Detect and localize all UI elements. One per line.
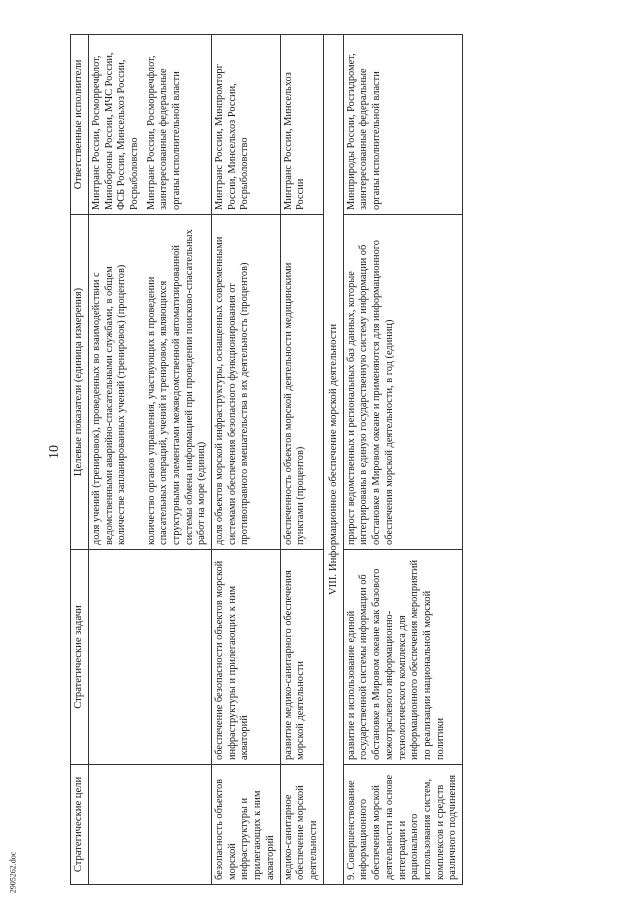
goal-cell xyxy=(144,765,212,885)
table-row xyxy=(343,35,462,885)
task-cell xyxy=(144,550,212,765)
executors-cell: Минтранс России, Росморречфлот, Минобороны России, МЧС России, ФСБ России, Минсельхоз России, Росрыболовство xyxy=(88,35,143,215)
strategy-table xyxy=(70,34,463,885)
task-cell: развитие медико-санитарного обеспечения морской деятельности xyxy=(280,550,323,765)
indicator-cell: количество органов управления, участвующих в проведении спасательных операций, учений и тренировок, являющихся структурными элементами межведомственной автоматизированной системы обмена информацией при проведении поисково-спасательных работ на море (единиц) xyxy=(144,215,212,550)
indicator-cell: прирост ведомственных и региональных баз данных, которые интегрированы в единую государственную систему информации об обстановке в Мировом океане и применяются для информационного обеспечения морской деятельности, в год (единиц) xyxy=(343,215,462,550)
section-heading-row xyxy=(323,35,343,885)
header-tasks: Стратегические задачи xyxy=(71,550,89,765)
indicator-cell: доля учений (тренировок), проведенных во взаимодействии с ведомственными аварийно-спасательными службами, в общем количестве запланированных учений (тренировок) (процентов) xyxy=(88,215,143,550)
indicator-cell: обеспеченность объектов морской деятельности медицинскими пунктами (процентов) xyxy=(280,215,323,550)
file-name: 2905262.doc xyxy=(8,851,18,894)
executors-cell: Минтранс России, Минсельхоз России xyxy=(280,35,323,215)
goal-cell xyxy=(88,765,143,885)
header-executors: Ответственные исполнители xyxy=(71,35,89,215)
rotated-table-container xyxy=(70,35,615,885)
table-row xyxy=(212,35,280,885)
table-row xyxy=(144,35,212,885)
task-cell xyxy=(88,550,143,765)
executors-cell: Минтранс России, Росморречфлот, заинтересованные федеральные органы исполнительной власти xyxy=(144,35,212,215)
goal-cell: 9. Совершенствование информационного обеспечения морской деятельности на основе интеграции и рационального использования систем, комплексов и средств различного подчинения xyxy=(343,765,462,885)
header-indicators: Целевые показатели (единица измерения) xyxy=(71,215,89,550)
task-cell: обеспечение безопасности объектов морской инфраструктуры и прилегающих к ним акваторий xyxy=(212,550,280,765)
task-cell: развитие и использование единой государственной системы информации об обстановке в Мировом океане как базового межотраслевого информационно-технологического комплекса для информационного обеспечения мероприятий по реализации национальной морской политики xyxy=(343,550,462,765)
table-row xyxy=(280,35,323,885)
goal-cell: медико-санитарное обеспечение морской деятельности xyxy=(280,765,323,885)
page-number: 10 xyxy=(47,445,62,459)
indicator-cell: доля объектов морской инфраструктуры, оснащенных современными системами обеспечения безопасного функционирования от противоправного вмешательства в их деятельность (процентов) xyxy=(212,215,280,550)
table-header-row xyxy=(71,35,89,885)
executors-cell: Минприроды России, Росгидромет, заинтересованные федеральные органы исполнительной власти xyxy=(343,35,462,215)
executors-cell: Минтранс России, Минпромторг России, Минсельхоз России, Росрыболовство xyxy=(212,35,280,215)
table-row xyxy=(88,35,143,885)
goal-cell: безопасность объектов морской инфраструктуры и прилегающих к ним акваторий xyxy=(212,765,280,885)
section-title: VIII. Информационное обеспечение морской деятельности xyxy=(323,35,343,885)
header-goals: Стратегические цели xyxy=(71,765,89,885)
